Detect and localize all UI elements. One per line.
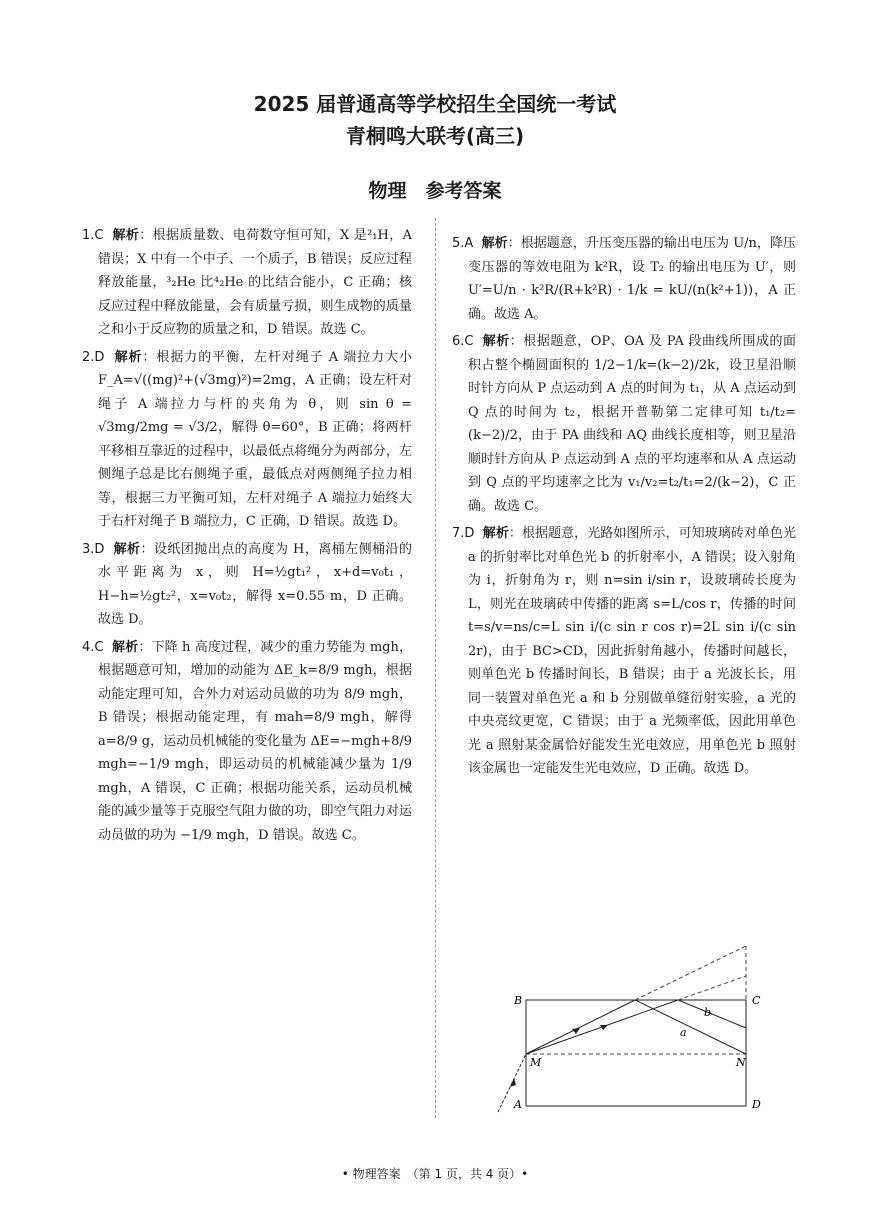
answer-2-number: 2.D bbox=[82, 349, 105, 365]
ray-a-down bbox=[635, 1000, 746, 1054]
ray-b-down bbox=[678, 1000, 746, 1028]
ray-a-up bbox=[526, 1000, 635, 1054]
answer-3-number: 3.D bbox=[82, 541, 105, 557]
answer-6-text: 根据题意，OP、OA 及 PA 段曲线所围成的面积占整个椭圆面积的 1/2−1/k=(k−2)/2k，设卫星沿顺时针方向从 P 点运动到 A 点的时间为 t₁，从 A 点运动到 Q 点的时间为 t₂，根据开普勒第二定律可知 t₁/t₂=(k−2)/2，由于 PA 曲线和 AQ 曲线长度相等，则卫星沿顺时针方向从 P 点运动到 A 点的平均速率和从 A 点运动到 Q 点的平均速率之比为 v₁/v₂=t₂/t₁=2/(k−2)，C 正确。故选 C。 bbox=[468, 334, 796, 514]
answer-4: 4.C 解析：下降 h 高度过程，减少的重力势能为 mgh，根据题意可知，增加的动能为 ΔE_k=8/9 mgh，根据动能定理可知，合外力对运动员做的功为 8/9 mgh，B 错误；根据动能定理，有 mah=8/9 mgh，解得 a=8/9 g，运动员机械能的变化量为 ΔE=−mgh+8/9 mgh=−1/9 mgh，即运动员的机械能减少量为 1/9 mgh，A 错误，C 正确；根据功能关系，运动员机械能的减少量等于克服空气阻力做的功，即空气阻力对运动员做的功为 −1/9 mgh，D 错误。故选 C。 bbox=[82, 639, 413, 843]
answer-6-label: 解析 bbox=[482, 334, 510, 349]
extension-b bbox=[678, 976, 746, 1000]
label-N: N bbox=[736, 1056, 746, 1069]
label-D: D bbox=[752, 1098, 761, 1111]
answer-7: 7.D 解析：根据题意，光路如图所示，可知玻璃砖对单色光 a 的折射率比对单色光 b 的折射率小，A 错误；设入射角为 i，折射角为 r，则 n=sin i/sin r，设玻璃砖长度为 L，则光在玻璃砖中传播的距离 s=L/cos r，传播的时间 t=s/v=ns/c=L sin i/(c sin r cos r)=2L sin i/(c sin 2r)，由于 BC>CD，因此折射角越小，传播时间越长，则单色光 b 传播时间长，B 错误；由于 a 光波长长，用同一装置对单色光 a 和 b 分别做单缝衍射实验，a 光的中央亮纹更宽，C 错误；由于 a 光频率低，因此用单色光 a 照射某金属恰好能发生光电效应，用单色光 b 照射该金属也一定能发生光电效应，D 正确。故选 D。 bbox=[452, 526, 796, 776]
label-B: B bbox=[514, 994, 523, 1007]
arrow-incident bbox=[510, 1078, 516, 1087]
answer-3-label: 解析 bbox=[113, 541, 141, 557]
answer-1-label: 解析 bbox=[112, 228, 140, 243]
answer-7-label: 解析 bbox=[482, 526, 509, 541]
exam-title-line2: 青桐鸣大联考(高三) bbox=[345, 124, 525, 148]
exam-title-line1: 2025 届普通高等学校招生全国统一考试 bbox=[253, 92, 617, 116]
answer-5-number: 5.A bbox=[452, 236, 474, 251]
left-column bbox=[82, 224, 412, 851]
page-footer: • 物理答案 （第 1 页，共 4 页）• bbox=[341, 1167, 529, 1181]
answer-3-text: 设纸团抛出点的高度为 H，离桶左侧桶沿的水平距离为 x，则 H=½gt₁²，x+d=v₀t₁，H−h=½gt₂²，x=v₀t₂，解得 x=0.55 m，D 正确。故选 D。 bbox=[98, 541, 412, 627]
answer-6-number: 6.C bbox=[452, 334, 474, 349]
light-path-diagram bbox=[488, 940, 778, 1115]
label-b: b bbox=[704, 1006, 712, 1019]
label-C: C bbox=[752, 994, 761, 1007]
answer-key-subtitle: 物理 参考答案 bbox=[368, 180, 502, 202]
answer-2-label: 解析 bbox=[114, 349, 143, 365]
label-A: A bbox=[514, 1098, 522, 1111]
extension-a bbox=[635, 946, 746, 1000]
answer-7-text: 根据题意，光路如图所示，可知玻璃砖对单色光 a 的折射率比对单色光 b 的折射率小，A 错误；设入射角为 i，折射角为 r，则 n=sin i/sin r，设玻璃砖长度为 L，则光在玻璃砖中传播的距离 s=L/cos r，传播的时间 t=s/v=ns/c=L sin i/(c sin r cos r)=2L sin i/(c sin 2r)，由于 BC>CD，因此折射角越小，传播时间越长，则单色光 b 传播时间长，B 错误；由于 a 光波长长，用同一装置对单色光 a 和 b 分别做单缝衍射实验，a 光的中央亮纹更宽，C 错误；由于 a 光频率低，因此用单色光 a 照射某金属恰好能发生光电效应，用单色光 b 照射该金属也一定能发生光电效应，D 正确。故选 D。 bbox=[468, 526, 796, 776]
label-a: a bbox=[680, 1026, 687, 1039]
glass-brick-rect bbox=[526, 1000, 746, 1106]
answer-4-label: 解析 bbox=[112, 639, 139, 655]
answer-4-number: 4.C bbox=[82, 639, 104, 655]
answer-1-number: 1.C bbox=[82, 228, 104, 243]
answer-2: 2.D 解析：根据力的平衡，左杆对绳子 A 端拉力大小 F_A=√((mg)²+(√3mg)²)=2mg，A 正确；设左杆对绳子 A 端拉力与杆的夹角为 θ，则 sin θ = √3mg/2mg = √3/2，解得 θ=60°，B 正确；将两杆平移相互靠近的过程中，以最低点将绳分为两部分，左侧绳子总是比右侧绳子重，最低点对两侧绳子拉力相等，根据三力平衡可知，左杆对绳子 A 端拉力始终大于右杆对绳子 B 端拉力，C 正确，D 错误。故选 D。 bbox=[82, 349, 412, 529]
right-column bbox=[452, 232, 796, 785]
answer-4-text: 下降 h 高度过程，减少的重力势能为 mgh，根据题意可知，增加的动能为 ΔE_k=8/9 mgh，根据动能定理可知，合外力对运动员做的功为 8/9 mgh，B 错误；根据动能定理，有 mah=8/9 mgh，解得 a=8/9 g，运动员机械能的变化量为 ΔE=−mgh+8/9 mgh=−1/9 mgh，即运动员的机械能减少量为 1/9 mgh，A 错误，C 正确；根据功能关系，运动员机械能的减少量等于克服空气阻力做的功，即空气阻力对运动员做的功为 −1/9 mgh，D 错误。故选 C。 bbox=[98, 639, 413, 843]
column-divider bbox=[435, 218, 436, 1118]
answer-5-label: 解析 bbox=[481, 236, 508, 251]
answer-1: 1.C 解析：根据质量数、电荷数守恒可知，X 是²₁H，A 错误；X 中有一个中子、一个质子，B 错误；反应过程释放能量，³₂He 比⁴₂He 的比结合能小，C 正确；核反应过程中释放能量，会有质量亏损，则生成物的质量之和小于反应物的质量之和，D 错误。故选 C。 bbox=[82, 228, 412, 337]
label-M: M bbox=[530, 1056, 542, 1069]
answer-5-text: 根据题意，升压变压器的输出电压为 U/n，降压变压器的等效电阻为 k²R，设 T₂ 的输出电压为 U′，则 U′=U/n · k²R/(R+k²R) · 1/k = kU/(n(k²+1))，A 正确。故选 A。 bbox=[468, 236, 796, 322]
answer-7-number: 7.D bbox=[452, 526, 475, 541]
answer-2-text: 根据力的平衡，左杆对绳子 A 端拉力大小 F_A=√((mg)²+(√3mg)²)=2mg，A 正确；设左杆对绳子 A 端拉力与杆的夹角为 θ，则 sin θ = √3mg/2mg = √3/2，解得 θ=60°，B 正确；将两杆平移相互靠近的过程中，以最低点将绳分为两部分，左侧绳子总是比右侧绳子重，最低点对两侧绳子拉力相等，根据三力平衡可知，左杆对绳子 A 端拉力始终大于右杆对绳子 B 端拉力，C 正确，D 错误。故选 D。 bbox=[98, 349, 412, 529]
answer-5: 5.A 解析：根据题意，升压变压器的输出电压为 U/n，降压变压器的等效电阻为 k²R，设 T₂ 的输出电压为 U′，则 U′=U/n · k²R/(R+k²R) · 1/k = kU/(n(k²+1))，A 正确。故选 A。 bbox=[452, 236, 796, 322]
answer-6: 6.C 解析：根据题意，OP、OA 及 PA 段曲线所围成的面积占整个椭圆面积的 1/2−1/k=(k−2)/2k，设卫星沿顺时针方向从 P 点运动到 A 点的时间为 t₁，从 A 点运动到 Q 点的时间为 t₂，根据开普勒第二定律可知 t₁/t₂=(k−2)/2，由于 PA 曲线和 AQ 曲线长度相等，则卫星沿顺时针方向从 P 点运动到 A 点的平均速率和从 A 点运动到 Q 点的平均速率之比为 v₁/v₂=t₂/t₁=2/(k−2)，C 正确。故选 C。 bbox=[452, 334, 796, 514]
answer-1-text: 根据质量数、电荷数守恒可知，X 是²₁H，A 错误；X 中有一个中子、一个质子，B 错误；反应过程释放能量，³₂He 比⁴₂He 的比结合能小，C 正确；核反应过程中释放能量，会有质量亏损，则生成物的质量之和小于反应物的质量之和，D 错误。故选 C。 bbox=[98, 228, 412, 337]
answer-3: 3.D 解析：设纸团抛出点的高度为 H，离桶左侧桶沿的水平距离为 x，则 H=½gt₁²，x+d=v₀t₁，H−h=½gt₂²，x=v₀t₂，解得 x=0.55 m，D 正确。故选 D。 bbox=[82, 541, 412, 627]
